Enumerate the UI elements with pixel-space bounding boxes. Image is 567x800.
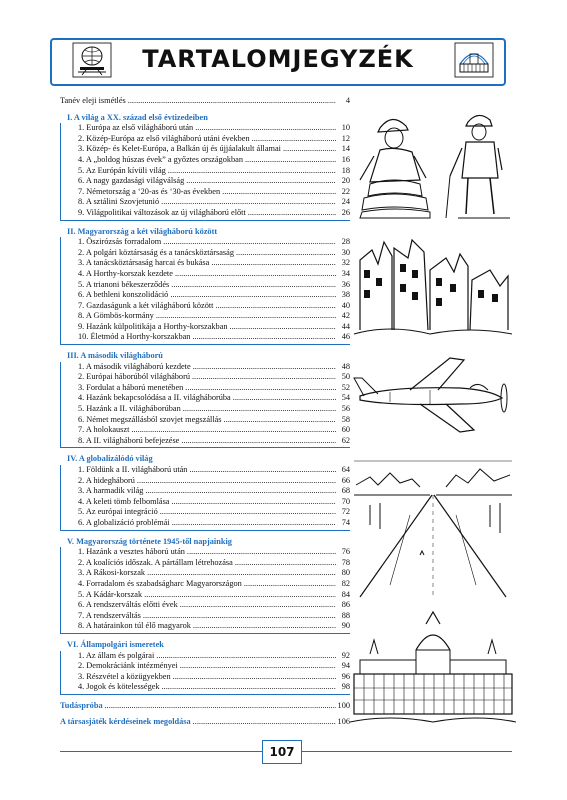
dot-leader [172, 518, 336, 529]
toc-entry-title: 1. Hazánk a vesztes háború után [78, 547, 185, 557]
dot-leader [183, 404, 336, 415]
toc-entry-final[interactable] [60, 717, 350, 728]
toc-entry-title: 5. A trianoni békeszerződés [78, 279, 170, 289]
dot-leader [181, 436, 336, 447]
toc-entry-title: 5. Az európai integráció [78, 507, 158, 517]
toc-entry-title: 8. A II. világháború befejezése [78, 435, 180, 445]
toc-entry[interactable] [61, 436, 350, 447]
toc-entry-page: 28 [341, 237, 350, 247]
toc-entry-intro[interactable]: Tanév eleji ismétlés ..... 4 [60, 96, 350, 107]
dot-leader [185, 383, 336, 394]
dot-leader [236, 248, 336, 259]
toc-entry[interactable] [61, 237, 350, 248]
toc-entry-page: 34 [341, 268, 350, 278]
dot-leader [211, 258, 336, 269]
toc-entry-title: 3. A Rákosi-korszak [78, 568, 146, 578]
toc-entry-title: 3. A tanácsköztársaság harcai és bukása [78, 258, 210, 268]
dot-leader [222, 187, 336, 198]
parliament-building-illustration [350, 610, 516, 730]
toc-entry[interactable] [61, 280, 350, 291]
toc-entry[interactable] [61, 144, 350, 155]
city-avenue-illustration [350, 455, 516, 600]
toc-entry-page: 38 [341, 290, 350, 300]
toc-entry-title: 2. A koalíciós időszak. A pártállam létrehozása [78, 557, 233, 567]
toc-entry-page: 98 [341, 682, 350, 692]
dot-leader [248, 208, 336, 219]
ww1-soldiers-illustration [350, 100, 516, 220]
toc-entry-page: 58 [341, 414, 350, 424]
dot-leader [156, 651, 336, 662]
toc-entry-page: 100 [337, 700, 350, 710]
section-heading[interactable]: V. Magyarország története 1945-től napjainkig [67, 536, 232, 546]
toc-entry[interactable] [61, 568, 350, 579]
toc-entry-page: 82 [341, 578, 350, 588]
toc-entry-title: 4. A keleti tömb felbomlása [78, 496, 170, 506]
page-title: TARTALOMJEGYZÉK [142, 45, 414, 73]
toc-entry[interactable] [61, 425, 350, 436]
toc-entry-title: 3. Részvétel a közügyekben [78, 671, 171, 681]
section-heading[interactable]: IV. A globalizálódó világ [67, 454, 153, 464]
dot-leader [245, 155, 336, 166]
toc-entry-page: 80 [341, 568, 350, 578]
page-number: 107 [262, 740, 302, 764]
toc-entry[interactable] [61, 611, 350, 622]
toc-entry-page: 36 [341, 279, 350, 289]
toc-entry-page: 96 [341, 671, 350, 681]
toc-entry-title: 5. Az Európán kívüli világ [78, 165, 166, 175]
dot-leader [137, 476, 336, 487]
toc-entry[interactable] [61, 465, 350, 476]
toc-entry-page: 18 [341, 165, 350, 175]
toc-entry-page: 90 [341, 621, 350, 631]
dot-leader [224, 415, 336, 426]
dot-leader [235, 558, 336, 569]
toc-entry-title: 1. Őszirózsás forradalom [78, 237, 162, 247]
section-heading[interactable]: VI. Állampolgári ismeretek [67, 639, 164, 649]
toc-entry[interactable] [61, 134, 350, 145]
section-heading[interactable]: I. A világ a XX. század első évtizedeiben [67, 112, 208, 122]
toc-entry-title: 6. A bethleni konszolidáció [78, 290, 169, 300]
section-items [60, 465, 350, 531]
toc-entry-page: 16 [341, 154, 350, 164]
toc-entry-page: 52 [341, 382, 350, 392]
toc-entry-page: 62 [341, 435, 350, 445]
toc-section [60, 351, 350, 448]
toc-entry-page: 88 [341, 610, 350, 620]
toc-entry[interactable] [61, 372, 350, 383]
dot-leader [195, 123, 336, 134]
toc-entry[interactable] [61, 248, 350, 259]
toc-entry-title: A társasjáték kérdéseinek megoldása [60, 717, 191, 727]
toc-entry-title: 5. A Kádár-korszak [78, 589, 143, 599]
toc-entry[interactable] [61, 322, 350, 333]
toc-section [60, 640, 350, 695]
dot-leader [193, 717, 336, 728]
dot-leader [163, 237, 336, 248]
dot-leader [193, 621, 336, 632]
toc-entry-title: 5. Hazánk a II. világháborúban [78, 404, 181, 414]
toc-entry[interactable] [61, 518, 350, 529]
toc-entry[interactable] [61, 672, 350, 683]
toc-entry[interactable] [61, 497, 350, 508]
section-heading[interactable]: III. A második világháború [67, 351, 163, 361]
toc-entry[interactable] [61, 404, 350, 415]
toc-entry-page: 66 [341, 475, 350, 485]
toc-entry-final[interactable] [60, 701, 350, 712]
toc-entry-title: Tudáspróba [60, 700, 103, 710]
dot-leader [175, 269, 336, 280]
dot-leader [147, 568, 336, 579]
toc-section [60, 537, 350, 634]
toc-entry-title: 6. Német megszállásból szovjet megszállás [78, 414, 222, 424]
toc-entry[interactable] [61, 269, 350, 280]
toc-entry-title: 1. Földünk a II. világháború után [78, 465, 188, 474]
toc-entry-title: 2. Európai háborúból világháború [78, 372, 190, 382]
toc-entry-page: 42 [341, 311, 350, 321]
dot-leader [192, 332, 336, 343]
toc-entry[interactable] [61, 258, 350, 269]
table-of-contents [60, 96, 350, 728]
dot-leader [156, 311, 336, 322]
toc-entry[interactable] [61, 166, 350, 177]
section-items [60, 123, 350, 220]
toc-entry-page: 32 [341, 258, 350, 268]
toc-entry[interactable] [61, 362, 350, 373]
dot-leader [160, 507, 336, 518]
dot-leader [192, 372, 336, 383]
toc-entry-title: 3. Fordulat a háború menetében [78, 382, 184, 392]
toc-entry-page: 72 [341, 507, 350, 517]
toc-entry-title: 1. Európa az első világháború után [78, 123, 194, 133]
dot-leader [171, 497, 336, 508]
section-items [60, 547, 350, 634]
toc-entry-page: 46 [341, 332, 350, 342]
toc-entry-page: 78 [341, 557, 350, 567]
toc-entry-title: 4. Jogok és kötelességek [78, 682, 160, 692]
dot-leader [170, 290, 336, 301]
toc-entry-page: 26 [341, 207, 350, 217]
dot-leader [189, 465, 336, 476]
toc-entry-page: 106 [337, 717, 350, 727]
dot-leader [252, 134, 336, 145]
dot-leader [168, 166, 336, 177]
toc-entry-title: 2. Demokráciánk intézményei [78, 661, 178, 671]
toc-entry[interactable] [61, 600, 350, 611]
toc-entry[interactable] [61, 311, 350, 322]
toc-entry-title: 2. Közép-Európa az első világháború utáni években [78, 133, 250, 143]
dot-leader [161, 197, 336, 208]
toc-entry-page: 60 [341, 425, 350, 435]
toc-entry-title: 6. A rendszerváltás előtti évek [78, 600, 178, 610]
dot-leader [193, 362, 336, 373]
toc-entry[interactable] [61, 187, 350, 198]
dot-leader [145, 486, 336, 497]
section-items [60, 237, 350, 345]
toc-entry-page: 74 [341, 517, 350, 527]
toc-entry-page: 50 [341, 372, 350, 382]
toc-entry-page: 10 [341, 123, 350, 133]
parliament-logo-icon [454, 42, 494, 78]
toc-entry[interactable] [61, 590, 350, 601]
dot-leader [131, 425, 336, 436]
toc-entry-title: 9. Hazánk külpolitikája a Horthy-korszakban [78, 321, 228, 331]
dot-leader [187, 547, 336, 558]
toc-entry[interactable] [61, 197, 350, 208]
dot-leader [244, 579, 336, 590]
toc-entry-page: 84 [341, 589, 350, 599]
toc-entry[interactable] [61, 301, 350, 312]
toc-entry-title: 2. A hidegháború [78, 475, 135, 485]
toc-entry-page: 68 [341, 486, 350, 496]
toc-entry[interactable] [61, 651, 350, 662]
dot-leader [143, 611, 336, 622]
toc-entry-title: 6. A nagy gazdasági világválság [78, 176, 185, 186]
toc-entry-page: 54 [341, 393, 350, 403]
toc-entry-page: 44 [341, 321, 350, 331]
toc-entry[interactable] [61, 507, 350, 518]
globe-logo-icon [72, 42, 112, 78]
dot-leader [144, 590, 336, 601]
toc-entry-title: 8. A sztálini Szovjetunió [78, 197, 160, 207]
toc-entry-title: 4. Forradalom és szabadságharc Magyarországon [78, 578, 242, 588]
toc-entry[interactable] [61, 547, 350, 558]
toc-entry-page: 92 [341, 650, 350, 660]
toc-entry-title: 6. A globalizáció problémái [78, 517, 170, 527]
dot-leader [186, 176, 336, 187]
dot-leader [180, 600, 336, 611]
dot-leader [215, 301, 336, 312]
toc-entry-title: 2. A polgári köztársaság és a tanácsköztársaság [78, 247, 234, 257]
toc-entry-title: 8. A határainkon túl élő magyarok [78, 621, 191, 631]
toc-entry-title: 4. Hazánk bekapcsolódása a II. világháborúba [78, 393, 231, 403]
dot-leader [162, 682, 336, 693]
toc-entry[interactable] [61, 661, 350, 672]
toc-entry-page: 94 [341, 661, 350, 671]
toc-entry-page: 64 [341, 465, 350, 474]
dot-leader [233, 393, 336, 404]
toc-entry-page: 20 [341, 176, 350, 186]
toc-entry[interactable] [61, 176, 350, 187]
toc-entry[interactable] [61, 123, 350, 134]
dot-leader [173, 672, 336, 683]
dot-leader [180, 661, 336, 672]
toc-section [60, 113, 350, 221]
toc-entry[interactable] [61, 621, 350, 632]
toc-entry-page: 56 [341, 404, 350, 414]
toc-entry-page: 22 [341, 186, 350, 196]
toc-entry[interactable] [61, 393, 350, 404]
toc-entry-page: 40 [341, 300, 350, 310]
toc-section [60, 454, 350, 530]
toc-entry-page: 76 [341, 547, 350, 557]
toc-entry[interactable] [61, 155, 350, 166]
section-items [60, 651, 350, 695]
toc-entry-page: 12 [341, 133, 350, 143]
toc-entry[interactable] [61, 579, 350, 590]
toc-entry-page: 24 [341, 197, 350, 207]
toc-entry-title: 8. A Gömbös-kormány [78, 311, 154, 321]
toc-entry-title: 7. Németország a ‘20-as és ‘30-as években [78, 186, 221, 196]
toc-entry-title: 7. Gazdaságunk a két világháború között [78, 300, 214, 310]
dot-leader [171, 280, 336, 291]
toc-entry-title: 10. Életmód a Horthy-korszakban [78, 332, 191, 342]
section-items [60, 362, 350, 449]
ruined-city-illustration [350, 230, 516, 340]
toc-entry-page: 30 [341, 247, 350, 257]
toc-entry-page: 86 [341, 600, 350, 610]
dot-leader [283, 144, 336, 155]
section-heading[interactable]: II. Magyarország a két világháború között [67, 226, 218, 236]
toc-entry[interactable] [61, 290, 350, 301]
dot-leader [105, 701, 336, 712]
toc-entry[interactable] [61, 486, 350, 497]
toc-entry-title: 1. Az állam és polgárai [78, 650, 155, 660]
toc-entry[interactable] [61, 383, 350, 394]
toc-entry[interactable] [61, 332, 350, 343]
toc-entry-page: 70 [341, 496, 350, 506]
toc-entry-title: 3. A harmadik világ [78, 486, 144, 496]
toc-entry[interactable] [61, 476, 350, 487]
toc-entry[interactable] [61, 208, 350, 219]
toc-entry-title: 1. A második világháború kezdete [78, 361, 191, 371]
toc-entry-page: 48 [341, 361, 350, 371]
fighter-plane-illustration [350, 350, 516, 440]
header-box [50, 38, 506, 86]
toc-entry-title: 7. A holokauszt [78, 425, 130, 435]
toc-entry-page: 14 [341, 144, 350, 154]
toc-entry[interactable] [61, 558, 350, 569]
dot-leader [230, 322, 336, 333]
toc-entry[interactable] [61, 682, 350, 693]
toc-entry[interactable] [61, 415, 350, 426]
toc-entry-title: 3. Közép- és Kelet-Európa, a Balkán új és újjáalakult államai [78, 144, 281, 154]
toc-section [60, 227, 350, 346]
toc-entry-title: 4. A Horthy-korszak kezdete [78, 268, 173, 278]
toc-entry-title: 4. A „boldog húszas évek” a győztes országokban [78, 154, 243, 164]
toc-entry-title: 7. A rendszerváltás [78, 610, 141, 620]
toc-entry-title: 9. Világpolitikai változások az új világháború előtt [78, 207, 246, 217]
